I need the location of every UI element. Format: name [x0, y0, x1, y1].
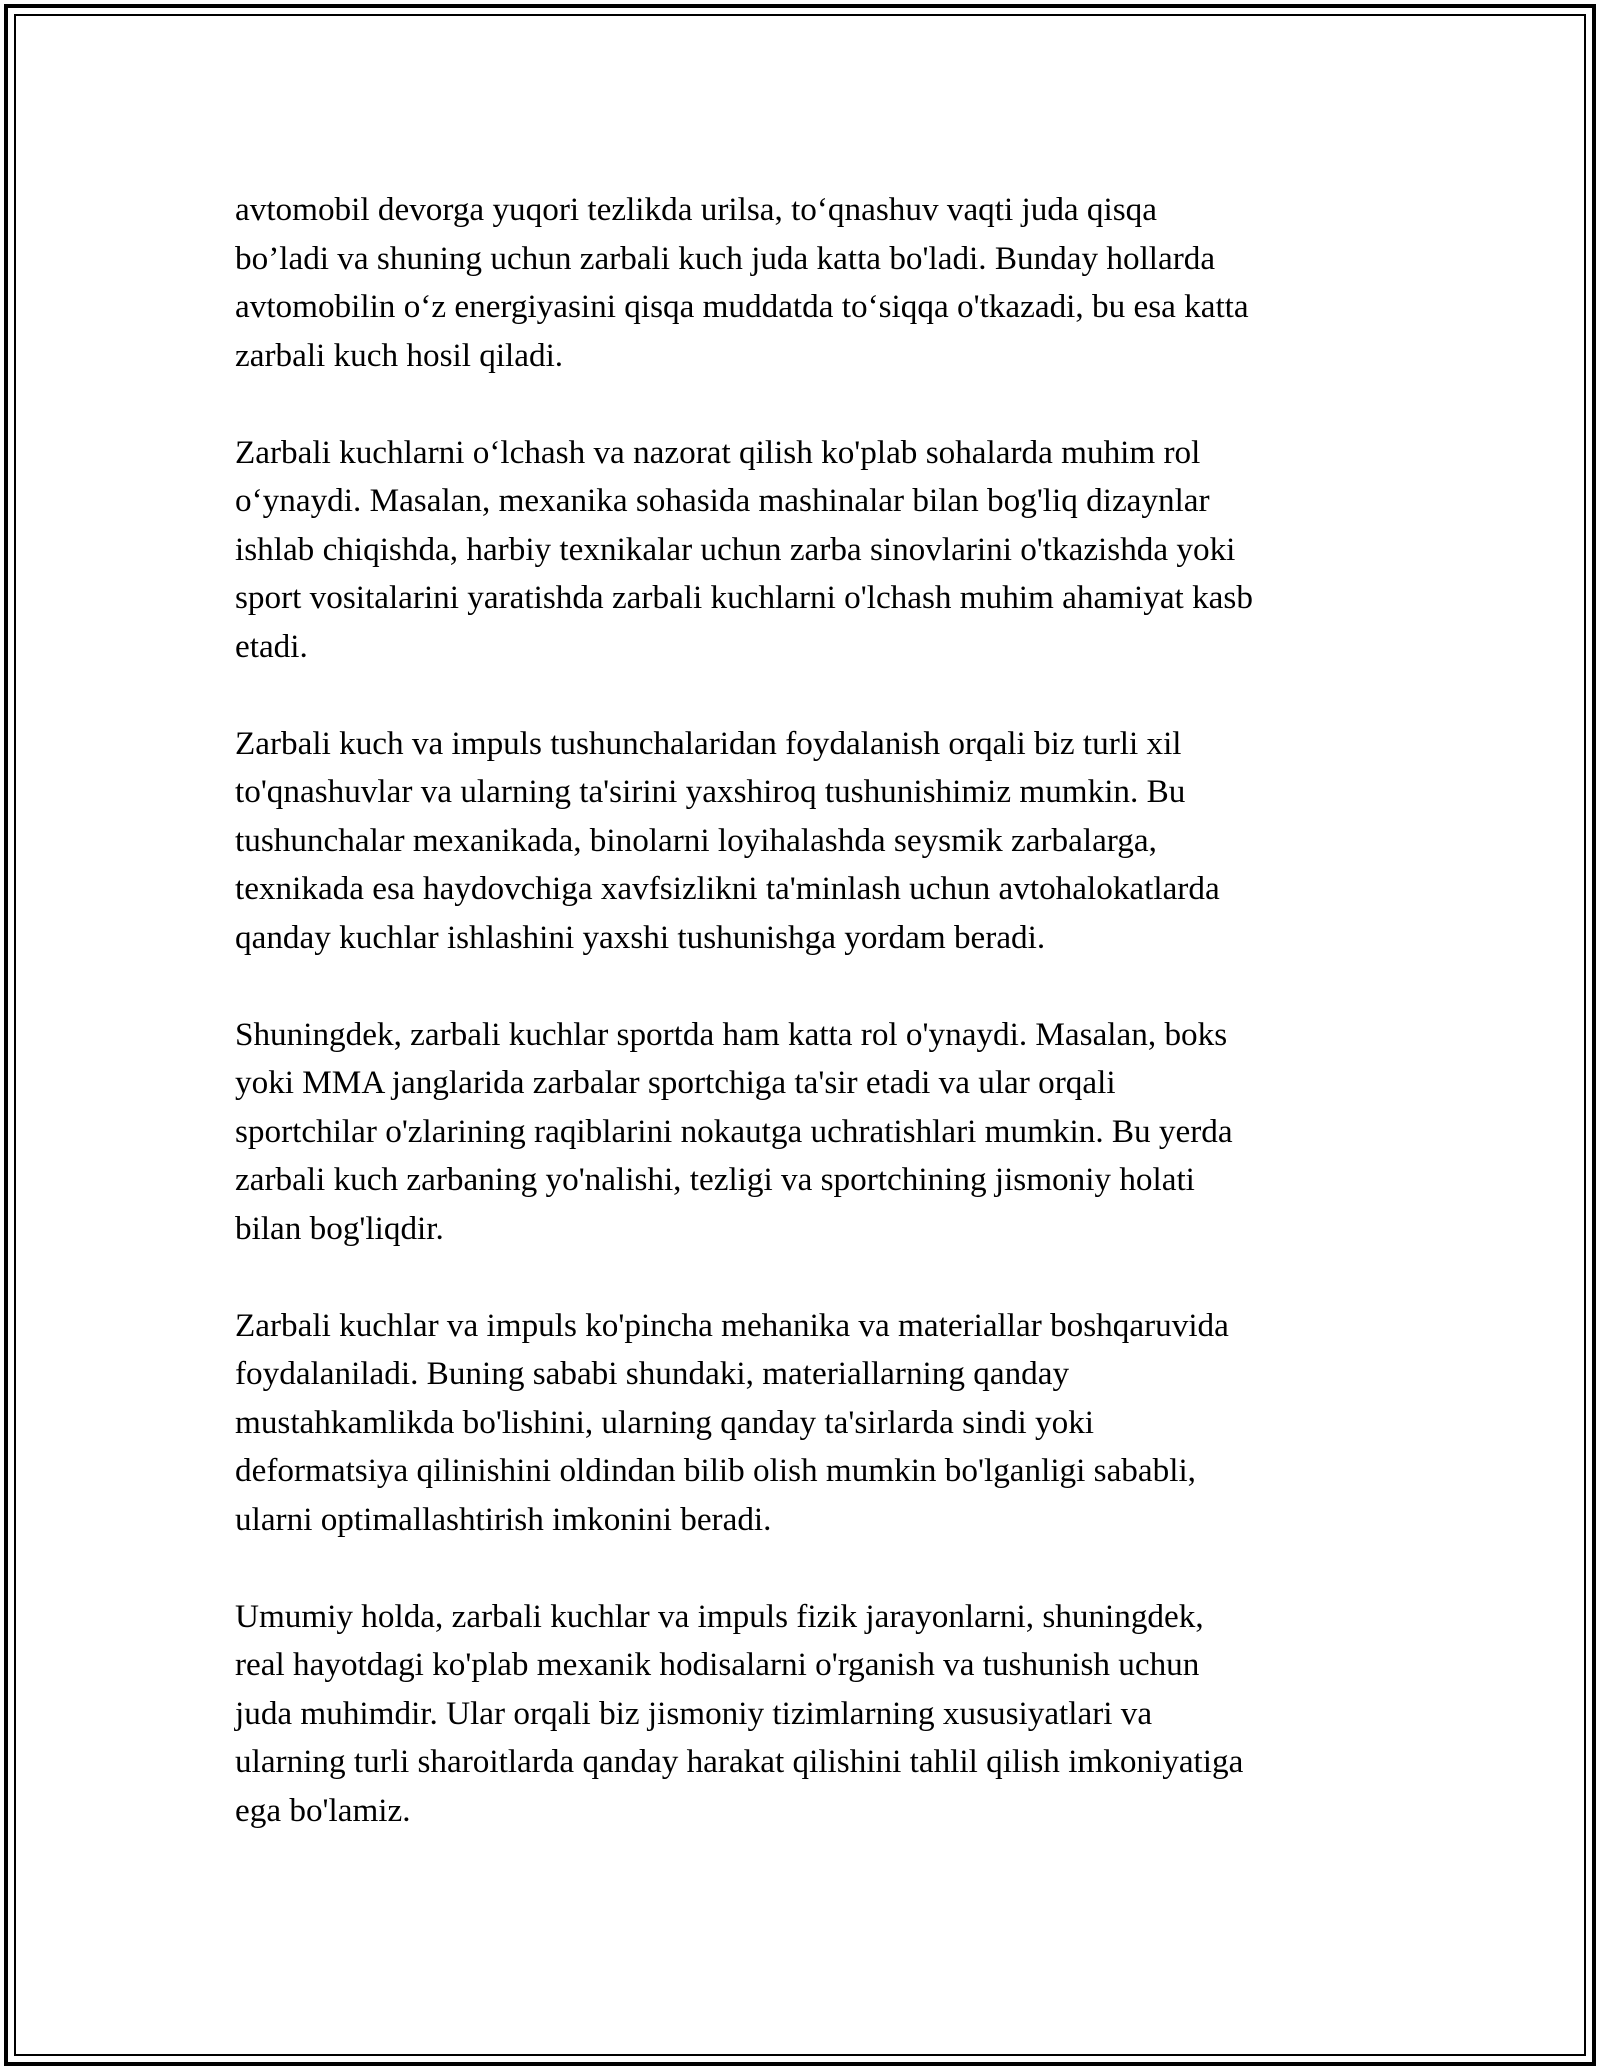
text-line: Zarbali kuch va impuls tushunchalaridan foydalanish orqali biz turli xil	[235, 724, 1182, 762]
text-line: deformatsiya qilinishini oldindan bilib olish mumkin bo'lganligi sababli,	[235, 1452, 1196, 1489]
text-line: Zarbali kuchlarni o‘lchash va nazorat qilish ko'plab sohalarda muhim rol	[235, 433, 1201, 471]
text-line: sport vositalarini yaratishda zarbali kuchlarni o'lchash muhim ahamiyat kasb	[235, 579, 1253, 616]
text-line: o‘ynaydi. Masalan, mexanika sohasida mashinalar bilan bog'liq dizaynlar	[235, 482, 1210, 519]
text-line: Shuningdek, zarbali kuchlar sportda ham katta rol o'ynaydi. Masalan, boks	[235, 1015, 1228, 1053]
text-line: tushunchalar mexanikada, binolarni loyihalashda seysmik zarbalarga,	[235, 821, 1157, 859]
paragraph-1	[235, 186, 1375, 380]
text-line: sportchilar o'zlarining raqiblarini nokautga uchratishlari mumkin. Bu yerda	[235, 1112, 1233, 1150]
text-line: ularning turli sharoitlarda qanday harakat qilishini tahlil qilish imkoniyatiga	[235, 1743, 1244, 1780]
paragraph-6	[235, 1593, 1375, 1836]
text-line: Zarbali kuchlar va impuls ko'pincha mehanika va materiallar boshqaruvida	[235, 1306, 1229, 1344]
text-line: yoki MMA janglarida zarbalar sportchiga ta'sir etadi va ular orqali	[235, 1064, 1116, 1101]
text-line: ega bo'lamiz.	[235, 1791, 411, 1829]
document-body	[235, 186, 1375, 1884]
text-line: avtomobil devorga yuqori tezlikda urilsa, to‘qnashuv vaqti juda qisqa	[235, 191, 1157, 228]
paragraph-3	[235, 720, 1375, 963]
paragraph-4	[235, 1011, 1375, 1254]
text-line: avtomobilin o‘z energiyasini qisqa muddatda to‘siqqa o'tkazadi, bu esa katta	[235, 288, 1249, 325]
text-line: foydalaniladi. Buning sababi shundaki, materiallarning qanday	[235, 1355, 1070, 1392]
text-line: zarbali kuch hosil qiladi.	[235, 336, 564, 374]
text-line: bo’ladi va shuning uchun zarbali kuch juda katta bo'ladi. Bunday hollarda	[235, 239, 1216, 277]
text-line: ishlab chiqishda, harbiy texnikalar uchun zarba sinovlarini o'tkazishda yoki	[235, 530, 1236, 568]
text-line: real hayotdagi ko'plab mexanik hodisalarni o'rganish va tushunish uchun	[235, 1646, 1200, 1683]
text-line: mustahkamlikda bo'lishini, ularning qanday ta'sirlarda sindi yoki	[235, 1403, 1095, 1441]
text-line: etadi.	[235, 627, 308, 665]
text-line: to'qnashuvlar va ularning ta'sirini yaxshiroq tushunishimiz mumkin. Bu	[235, 773, 1186, 810]
text-line: Umumiy holda, zarbali kuchlar va impuls fizik jarayonlarni, shuningdek,	[235, 1597, 1204, 1635]
text-line: juda muhimdir. Ular orqali biz jismoniy tizimlarning xususiyatlari va	[235, 1694, 1153, 1732]
text-line: qanday kuchlar ishlashini yaxshi tushunishga yordam beradi.	[235, 918, 1046, 956]
paragraph-2	[235, 429, 1375, 672]
text-line: bilan bog'liqdir.	[235, 1209, 444, 1247]
text-line: texnikada esa haydovchiga xavfsizlikni ta'minlash uchun avtohalokatlarda	[235, 870, 1220, 907]
text-line: ularni optimallashtirish imkonini beradi.	[235, 1500, 772, 1538]
text-line: zarbali kuch zarbaning yo'nalishi, tezligi va sportchining jismoniy holati	[235, 1161, 1195, 1198]
paragraph-5	[235, 1302, 1375, 1545]
